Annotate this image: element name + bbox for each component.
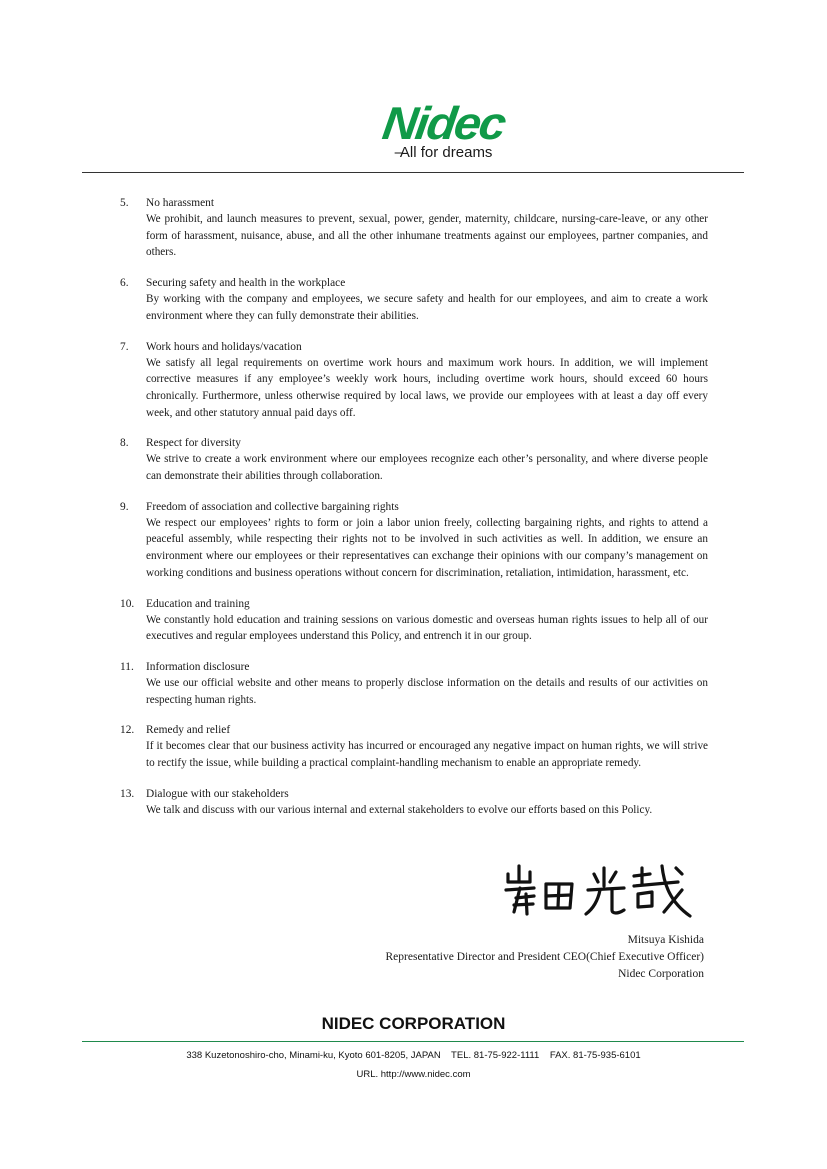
nidec-logo: [0, 97, 827, 161]
section-body: We constantly hold education and training sessions on various domestic and overseas human rights issues to help all of our executives and regular employees understand this Policy, and entrench it in our group.: [146, 613, 708, 643]
signatory-company: Nidec Corporation: [618, 968, 704, 980]
section-11: [120, 660, 708, 708]
policy-sections: [120, 196, 708, 833]
section-body: We respect our employees’ rights to form or join a labor union freely, collecting bargaining rights, and rights to attend a peaceful assembly, while respecting their rights not to be involved in such activities as well. In addition, we ensure an environment where our employees or their representatives can exchange their opinions with our company’s management on working conditions and business operations without concern for discrimination, retaliation, intimidation, harassment, etc.: [146, 516, 708, 579]
section-13: [120, 787, 708, 819]
section-6: [120, 276, 708, 324]
signatory-name: Mitsuya Kishida: [627, 934, 704, 946]
section-5: [120, 196, 708, 261]
handwritten-signature: [500, 860, 700, 925]
section-title: Education and training: [146, 597, 250, 610]
section-number: 6.: [120, 277, 129, 290]
section-body: We use our official website and other means to properly disclose information on the details and results of our activities on respecting human rights.: [146, 676, 708, 706]
section-body: We prohibit, and launch measures to prevent, sexual, power, gender, maternity, childcare, nursing-care-leave, or any other form of harassment, nuisance, abuse, and all the other inhumane treatments against our employees, partner companies, and others.: [146, 213, 708, 259]
section-number: 9.: [120, 500, 129, 513]
section-8: [120, 436, 708, 484]
section-body: We strive to create a work environment where our employees recognize each other’s personality, and where diverse people can demonstrate their abilities through collaboration.: [146, 453, 708, 483]
section-title: No harassment: [146, 197, 215, 209]
section-7: [120, 340, 708, 422]
section-body: If it becomes clear that our business activity has incurred or encouraged any negative impact on human rights, we will strive to rectify the issue, while building a practical complaint-handling mechanism to enable an appropriate remedy.: [146, 740, 708, 770]
signatory-block: [386, 932, 704, 983]
section-title: Respect for diversity: [146, 437, 241, 450]
logo-wordmark: Nidec: [379, 97, 508, 149]
section-title: Information disclosure: [146, 660, 250, 673]
header-divider: [82, 172, 744, 173]
section-10: [120, 597, 708, 645]
tagline-dash: –: [394, 144, 400, 161]
section-number: 11.: [120, 660, 134, 673]
section-title: Securing safety and health in the workplace: [146, 277, 346, 290]
section-title: Work hours and holidays/vacation: [146, 340, 302, 353]
footer-address: 338 Kuzetonoshiro-cho, Minami-ku, Kyoto 601-8205, JAPAN TEL. 81-75-922-1111 FAX. 81-75-935-6101: [186, 1050, 641, 1061]
section-body: We satisfy all legal requirements on overtime work hours and maximum work hours. In addition, we will implement corrective measures if any employee’s weekly work hours, including overtime work hours, should exceed 60 hours chronically. Furthermore, unless otherwise required by local laws, we provide our employees with at least a day off every week, and other statutory annual paid days off.: [146, 356, 708, 419]
section-title: Dialogue with our stakeholders: [146, 787, 289, 800]
section-number: 5.: [120, 197, 129, 209]
signature-graphic: [500, 860, 700, 920]
section-number: 7.: [120, 340, 129, 353]
section-body: We talk and discuss with our various internal and external stakeholders to evolve our efforts based on this Policy.: [146, 803, 653, 816]
section-title: Freedom of association and collective bargaining rights: [146, 500, 399, 513]
section-9: [120, 500, 708, 582]
section-number: 13.: [120, 787, 135, 800]
signatory-title: Representative Director and President CEO(Chief Executive Officer): [385, 951, 704, 963]
section-title: Remedy and relief: [146, 724, 231, 737]
section-body: By working with the company and employees, we secure safety and health for our employees, and aim to create a work environment where they can fully demonstrate their abilities.: [146, 293, 708, 322]
footer-company-name: NIDEC CORPORATION: [321, 1014, 506, 1033]
section-number: 8.: [120, 437, 129, 450]
section-number: 10.: [120, 597, 135, 610]
logo-tagline: [0, 144, 827, 161]
footer-divider: [82, 1041, 744, 1042]
footer-url: URL. http://www.nidec.com: [356, 1069, 471, 1080]
section-number: 12.: [120, 724, 135, 737]
tagline-text: All for dreams: [399, 144, 493, 161]
section-12: [120, 723, 708, 771]
